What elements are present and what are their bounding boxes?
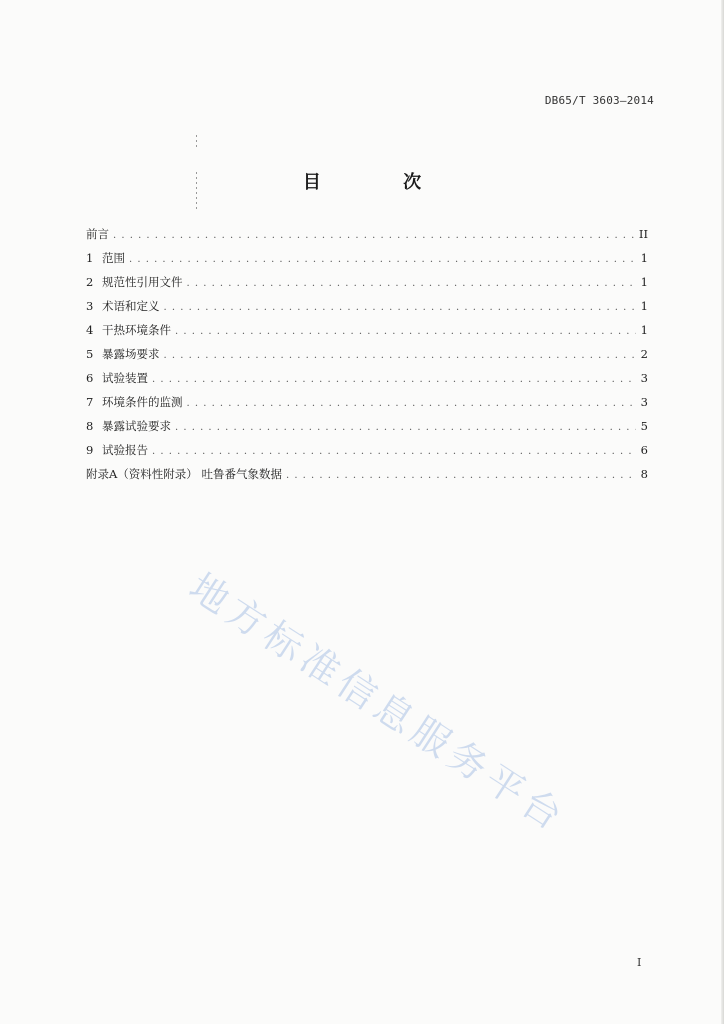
toc-entry-number: 1 <box>86 251 94 265</box>
toc-entry-page: 5 <box>640 419 648 433</box>
toc-entry-number: 4 <box>86 323 94 337</box>
page-title: 目 次 <box>302 172 460 193</box>
page-number: I <box>637 956 642 969</box>
toc-entry-scope[interactable] <box>86 250 648 274</box>
toc-entry-normative-references[interactable] <box>86 274 648 298</box>
leader-dots <box>152 372 636 388</box>
toc-entry-page: 1 <box>640 323 648 337</box>
leader-dots <box>175 324 636 340</box>
leader-dots <box>175 420 636 436</box>
toc-entry-number: 6 <box>86 371 94 385</box>
toc-entry-label: 暴露试验要求 <box>102 419 171 433</box>
binding-mark <box>196 135 197 149</box>
toc-entry-appendix-a[interactable] <box>86 466 648 490</box>
toc-entry-label: 术语和定义 <box>102 299 160 313</box>
toc-entry-label: 试验报告 <box>102 443 148 457</box>
toc-entry-number: 8 <box>86 419 94 433</box>
toc-entry-page: 3 <box>640 371 648 385</box>
toc-entry-exposure-site[interactable] <box>86 346 648 370</box>
toc-entry-label: 暴露场要求 <box>102 347 160 361</box>
toc-entry-number: 7 <box>86 395 94 409</box>
watermark: 地方标准信息服务平台 <box>181 564 575 842</box>
toc-entry-page: 3 <box>640 395 648 409</box>
toc-entry-exposure-test[interactable] <box>86 418 648 442</box>
toc-entry-foreword[interactable] <box>86 226 648 250</box>
toc-entry-page: 1 <box>640 299 648 313</box>
toc-entry-monitoring[interactable] <box>86 394 648 418</box>
table-of-contents <box>86 226 648 490</box>
toc-entry-label: 环境条件的监测 <box>102 395 183 409</box>
leader-dots <box>286 468 636 484</box>
toc-entry-number: 3 <box>86 299 94 313</box>
toc-entry-number: 9 <box>86 443 94 457</box>
toc-entry-label: 干热环境条件 <box>102 323 171 337</box>
toc-entry-test-apparatus[interactable] <box>86 370 648 394</box>
toc-entry-number: 5 <box>86 347 94 361</box>
toc-entry-label: 规范性引用文件 <box>102 275 183 289</box>
leader-dots <box>187 396 637 412</box>
toc-entry-page: 1 <box>640 251 648 265</box>
toc-entry-number: 2 <box>86 275 94 289</box>
leader-dots <box>164 300 637 316</box>
toc-entry-dry-heat-conditions[interactable] <box>86 322 648 346</box>
toc-entry-page: 6 <box>640 443 648 457</box>
toc-entry-label: 试验装置 <box>102 371 148 385</box>
toc-entry-page: 2 <box>640 347 648 361</box>
toc-entry-terms-definitions[interactable] <box>86 298 648 322</box>
toc-entry-page: 1 <box>640 275 648 289</box>
toc-entry-page: 8 <box>640 467 648 481</box>
leader-dots <box>113 228 635 244</box>
toc-entry-test-report[interactable] <box>86 442 648 466</box>
leader-dots <box>152 444 636 460</box>
toc-entry-label: 范围 <box>102 251 125 265</box>
toc-entry-label: 前言 <box>86 227 109 241</box>
leader-dots <box>164 348 637 364</box>
toc-entry-page: II <box>638 227 648 241</box>
leader-dots <box>129 252 636 268</box>
document-code: DB65/T 3603—2014 <box>544 94 654 107</box>
toc-entry-label: 附录A（资料性附录） 吐鲁番气象数据 <box>86 467 282 481</box>
leader-dots <box>187 276 637 292</box>
